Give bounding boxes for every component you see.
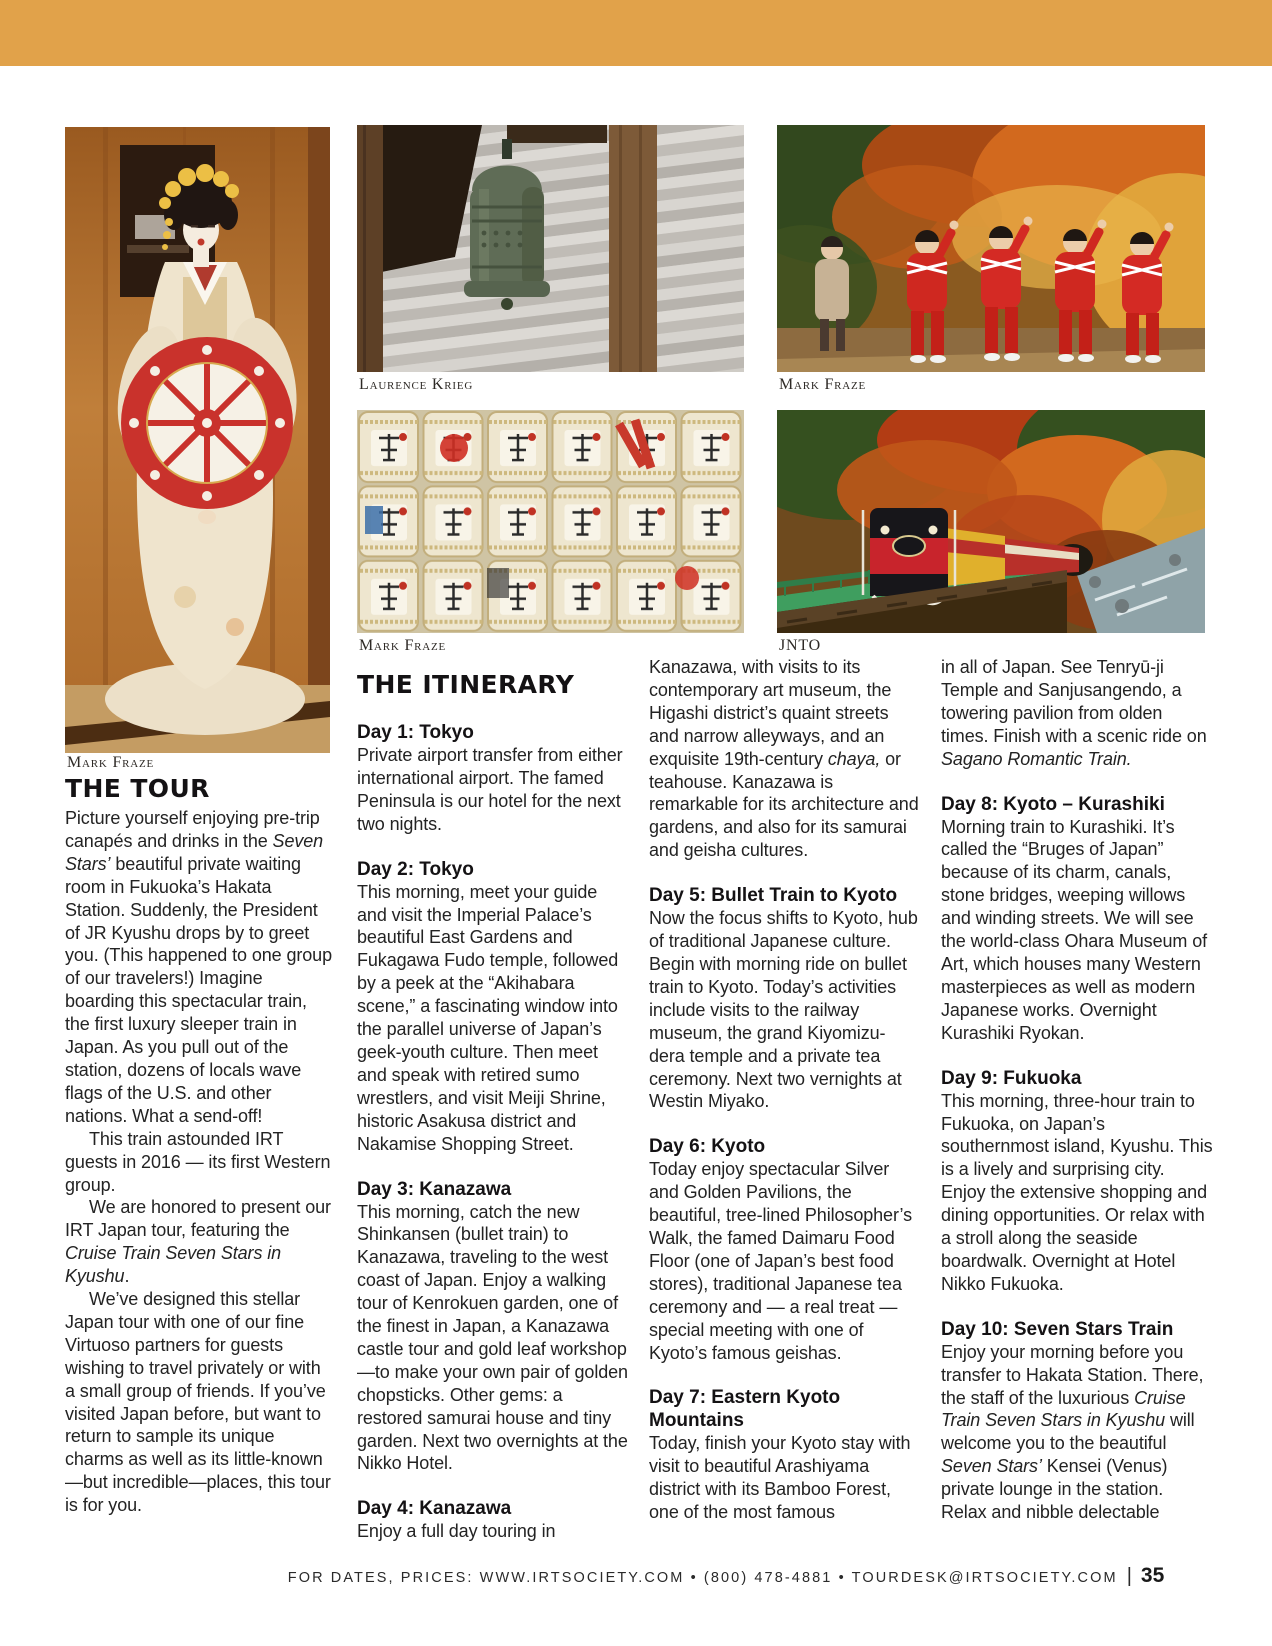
day-title: Day 3: Kanazawa	[357, 1178, 512, 1200]
itinerary-paragraph: Kanazawa, with visits to its contemporary art museum, the Higashi district’s quaint streets and narrow alleyways, and an exquisite 19th-century chaya, or teahouse. Kanazawa is remarkable for its architecture and gardens, and also for its samurai and geisha cultures.	[649, 657, 919, 861]
itinerary-paragraph: This morning, catch the new Shinkansen (bullet train) to Kanazawa, traveling to the west coast of Japan. Enjoy a walking tour of Kenrokuen garden, one of the finest in Japan, a Kanazawa castle tour and gold leaf workshop—to make your own pair of golden chopsticks. Other gems: a restored samurai house and tiny garden. Next two overnights at the Nikko Hotel.	[357, 1201, 628, 1474]
geisha-photo	[65, 127, 330, 753]
itinerary-column-2	[649, 656, 921, 1524]
tour-heading: THE TOUR	[65, 774, 210, 803]
page-number: 35	[1140, 1564, 1165, 1587]
day-title: Day 2: Tokyo	[357, 858, 474, 880]
tour-paragraphs	[65, 807, 333, 1517]
itinerary-paragraph: This morning, three-hour train to Fukuoka, on Japan’s southernmost island, Kyushu. This is a lively and surprising city. Enjoy the extensive shopping and dining opportunities. Or relax with a stroll along the seaside boardwalk. Overnight at Hotel Nikko Fukuoka.	[941, 1090, 1213, 1294]
geisha-illustration	[65, 127, 330, 753]
day-title: Day 4: Kanazawa	[357, 1498, 512, 1520]
tour-paragraph: We are honored to present our IRT Japan tour, featuring the Cruise Train Seven Stars in Kyushu.	[65, 1197, 331, 1287]
photo-credit: Mark Fraze	[779, 376, 867, 393]
day-title: Day 9: Fukuoka	[941, 1067, 1082, 1089]
photo-credit: Mark Fraze	[67, 754, 155, 771]
page-footer	[240, 1564, 1212, 1588]
itinerary-paragraph: This morning, meet your guide and visit the Imperial Palace’s beautiful East Gardens and Fukagawa Fudo temple, followed by a peek at the “Akihabara scene,” a fascinating window into the parallel universe of Japan’s geek-youth culture. Then meet and speak with retired sumo wrestlers, and visit Meiji Shrine, historic Asakusa district and Nakamise Shopping Street.	[357, 881, 619, 1154]
day-title: Day 10: Seven Stars Train	[941, 1318, 1174, 1340]
red-team-group-photo	[777, 125, 1205, 372]
itinerary-paragraph: Now the focus shifts to Kyoto, hub of traditional Japanese culture. Begin with morning ride on bullet train to Kyoto. Today’s activities include visits to the railway museum, the grand Kiyomizu-dera temple and a private tea ceremony. Next two vernights at Westin Miyako.	[649, 908, 918, 1112]
photo-credit: Mark Fraze	[359, 637, 447, 654]
itinerary-heading: THE ITINERARY	[357, 670, 575, 699]
photo-credit: Laurence Krieg	[359, 376, 474, 393]
itinerary-paragraph: Today enjoy spectacular Silver and Golden Pavilions, the beautiful, tree-lined Philosopher’s Walk, the famed Daimaru Food Floor (one of Japan’s best food stores), traditional Japanese tea ceremony and — a real treat — special meeting with one of Kyoto’s famous geishas.	[649, 1159, 913, 1363]
day-title: Day 1: Tokyo	[357, 722, 474, 743]
day-title: Day 6: Kyoto	[649, 1136, 766, 1158]
day-title: Day 7: Eastern Kyoto Mountains	[649, 1387, 841, 1432]
tour-section	[65, 774, 333, 1517]
sake-barrels-illustration	[357, 410, 744, 633]
scenic-train-photo	[777, 410, 1205, 633]
day-title: Day 8: Kyoto – Kurashiki	[941, 793, 1165, 815]
header-color-bar	[0, 0, 1272, 66]
tour-paragraph: We’ve designed this stellar Japan tour with one of our fine Virtuoso partners for guests wishing to travel privately or with a small group of friends. If you’ve visited Japan before, but want to return to sample its unique charms as well as its little-known—but incredible—places, this tour is for you.	[65, 1289, 331, 1516]
temple-bell-illustration	[357, 125, 744, 372]
footer-contact-line: FOR DATES, PRICES: WWW.IRTSOCIETY.COM • (800) 478-4881 • TOURDESK@IRTSOCIETY.COM	[287, 1570, 1118, 1586]
footer-divider: |	[1126, 1565, 1132, 1587]
red-team-illustration	[777, 125, 1205, 372]
itinerary-paragraph: Private airport transfer from either international airport. The famed Peninsula is our hotel for the next two nights.	[357, 745, 623, 834]
photo-credit: JNTO	[779, 637, 822, 654]
itinerary-paragraph: Today, finish your Kyoto stay with visit to beautiful Arashiyama district with its Bamboo Forest, one of the most famous	[649, 1433, 911, 1523]
temple-bell-photo	[357, 125, 744, 372]
scenic-train-illustration	[777, 410, 1205, 633]
itinerary-column-3	[941, 656, 1213, 1524]
itinerary-paragraph: Enjoy a full day touring in	[357, 1521, 556, 1542]
itinerary-column-1	[357, 670, 629, 1543]
tour-paragraph: Picture yourself enjoying pre-trip canapés and drinks in the Seven Stars’ beautiful private waiting room in Fukuoka’s Hakata Station. Suddenly, the President of JR Kyushu drops by to greet you. (This happened to one group of our travelers!) Imagine boarding this spectacular train, the first luxury sleeper train in Japan. As you pull out of the station, dozens of locals wave flags of the U.S. and other nations. What a send-off!	[65, 808, 332, 1126]
itinerary-paragraph: Morning train to Kurashiki. It’s called the “Bruges of Japan” because of its charm, canals, stone bridges, weeping willows and winding streets. We will see the world-class Ohara Museum of Art, which houses many Western masterpieces as well as modern Japanese works. Overnight Kurashiki Ryokan.	[941, 816, 1208, 1043]
day-title: Day 5: Bullet Train to Kyoto	[649, 885, 898, 907]
tour-paragraph: This train astounded IRT guests in 2016 — its first Western group.	[65, 1128, 331, 1195]
sake-barrels-photo	[357, 410, 744, 633]
itinerary-paragraph: in all of Japan. See Tenryū-ji Temple and Sanjusangendo, a towering pavilion from olden times. Finish with a scenic ride on Sagano Romantic Train.	[941, 657, 1207, 769]
itinerary-paragraph: Enjoy your morning before you transfer to Hakata Station. There, the staff of the luxurious Cruise Train Seven Stars in Kyushu will welcome you to the beautiful Seven Stars’ Kensei (Venus) private lounge in the station. Relax and nibble delectable	[941, 1341, 1204, 1523]
